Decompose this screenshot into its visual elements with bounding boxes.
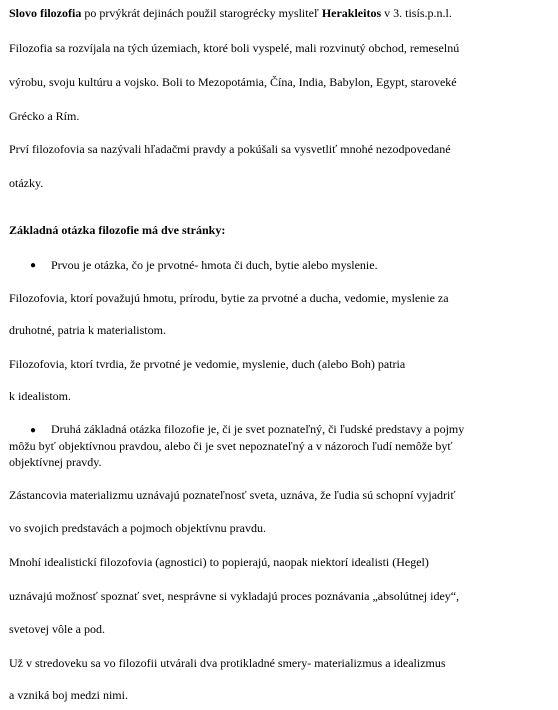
paragraph-line: vo svojich predstavách a pojmoch objektívnu pravdu. [9, 521, 266, 535]
intro-end-text: v 3. tisís.p.n.l. [381, 6, 452, 20]
paragraph-line: svetovej vôle a pod. [9, 622, 105, 636]
section-heading: Základná otázka filozofie má dve stránky: [9, 223, 226, 237]
bullet-icon: ● [30, 260, 37, 271]
bullet-icon: ● [30, 425, 37, 436]
paragraph-line: Filozofia sa rozvíjala na tých územiach, ktoré boli vyspelé, mali rozvinutý obchod, remeselnú [9, 41, 460, 55]
bullet-item: Prvou je otázka, čo je prvotné- hmota či duch, bytie alebo myslenie. [51, 258, 378, 272]
intro-line [9, 6, 452, 21]
bullet-item: Druhá základná otázka filozofie je, či je svet poznateľný, či ľudské predstavy a pojmy [51, 422, 465, 436]
paragraph-line: uznávajú možnosť spoznať svet, nesprávne si vykladajú proces poznávania „absolútnej idey“, [9, 589, 460, 603]
paragraph-line: otázky. [9, 176, 44, 190]
paragraph-line: druhotné, patria k materialistom. [9, 323, 166, 337]
paragraph-line: Mnohí idealistickí filozofovia (agnostici) to popierajú, naopak niektorí idealisti (Hegel) [9, 555, 429, 569]
term-herakleitos: Herakleitos [321, 6, 382, 20]
paragraph-line: Už v stredoveku sa vo filozofii utvárali dva protikladné smery- materializmus a idealizmus [9, 656, 446, 670]
paragraph-line: Filozofovia, ktorí považujú hmotu, prírodu, bytie za prvotné a ducha, vedomie, myslenie za [9, 291, 449, 305]
paragraph-line: Prví filozofovia sa nazývali hľadačmi pravdy a pokúšali sa vysvetliť mnohé nezodpovedané [9, 142, 451, 156]
paragraph-line: Grécko a Rím. [9, 109, 80, 123]
paragraph-line: výrobu, svoju kultúru a vojsko. Boli to Mezopotámia, Čína, India, Babylon, Egypt, staroveké [9, 75, 457, 89]
bullet-item-continuation: môžu byť objektívnou pravdou, alebo či je svet nepoznateľný a v názoroch ľudí nemôže byť [9, 439, 453, 453]
paragraph-line: a vzniká boj medzi nimi. [9, 688, 128, 702]
intro-middle-text: po prvýkrát dejinách použil starogrécky mysliteľ [81, 6, 322, 20]
bullet-item-continuation: objektívnej pravdy. [9, 455, 102, 469]
term-filozofia: Slovo filozofia [9, 6, 82, 20]
paragraph-line: k idealistom. [9, 389, 71, 403]
paragraph-line: Filozofovia, ktorí tvrdia, že prvotné je vedomie, myslenie, duch (alebo Boh) patria [9, 357, 406, 371]
paragraph-line: Zástancovia materializmu uznávajú poznateľnosť sveta, uznáva, že ľudia sú schopní vyjadriť [9, 488, 456, 502]
